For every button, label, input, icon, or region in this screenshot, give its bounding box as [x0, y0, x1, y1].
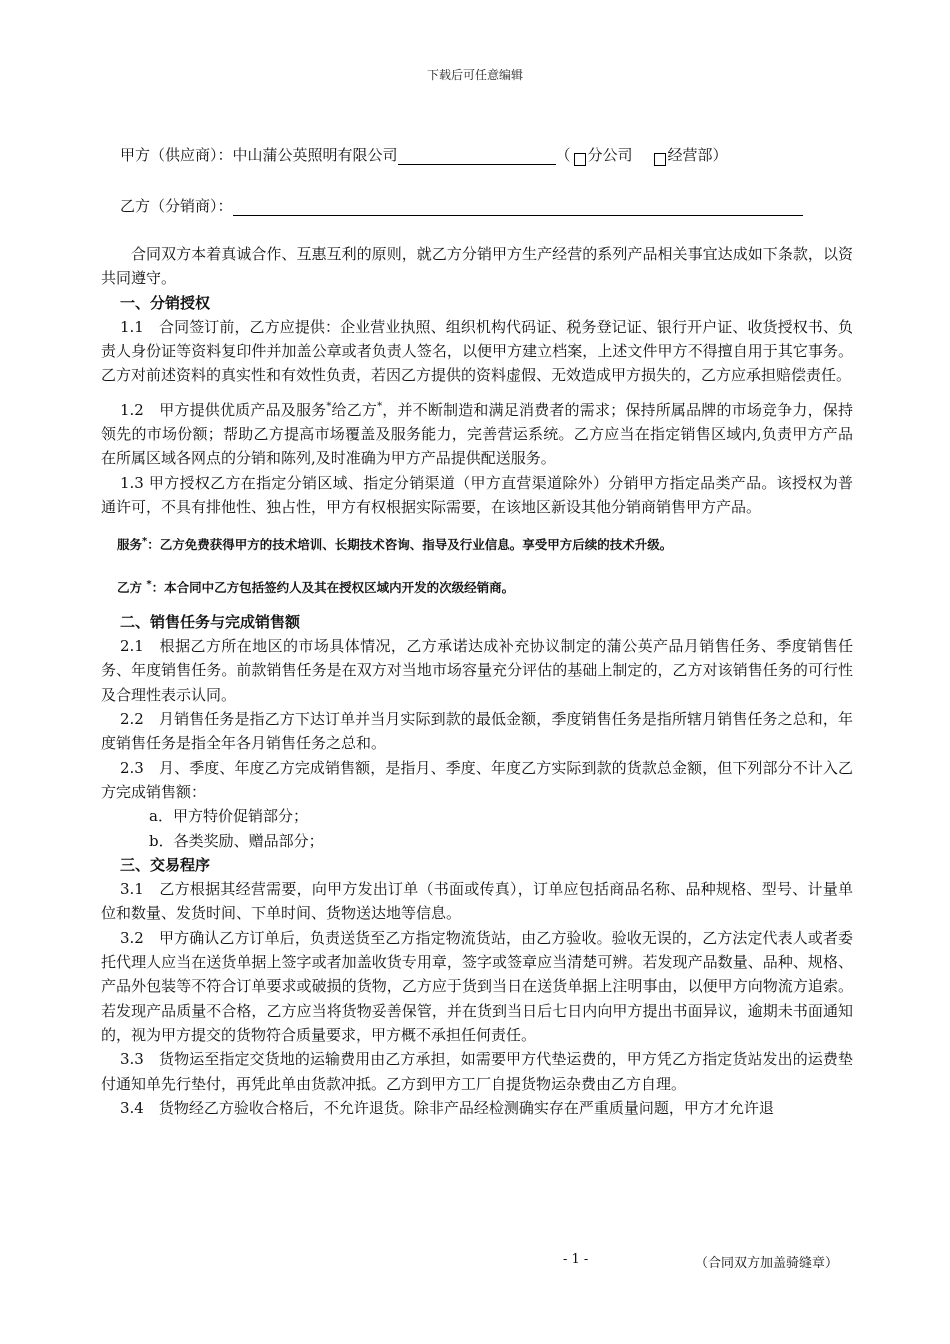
clause-3-2: 3.2 甲方确认乙方订单后，负责送货至乙方指定物流货站，由乙方验收。验收无误的，乙方法定代表人或者委托代理人应当在送货单据上签字或者加盖收货专用章，签字或签章应当清楚可辨。若发现产品数量、品种、规格、产品外包装等不符合订单要求或破损的货物，乙方应于货到当日在送货单据上注明事由，以便甲方向物流方追索。若发现产品质量不合格，乙方应当将货物妥善保管，并在货到当日后七日内向甲方提出书面异议，逾期未书面通知的，视为甲方提交的货物符合质量要求，甲方概不承担任何责任。 — [101, 928, 853, 1044]
party-a-options-open: （ — [555, 146, 571, 164]
checkbox-department-icon[interactable] — [654, 153, 666, 166]
clause-2-2: 2.2 月销售任务是指乙方下达订单并当月实际到款的最低金额，季度销售任务是指所辖月销售任务之总和，年度销售任务是指全年各月销售任务之总和。 — [101, 710, 853, 753]
intro-paragraph: 合同双方本着真诚合作、互惠互利的原则，就乙方分销甲方生产经营的系列产品相关事宜达成如下条款，以资共同遵守。 — [101, 245, 853, 288]
party-b-line — [120, 195, 803, 216]
clause-1-1: 1.1 合同签订前，乙方应提供：企业营业执照、组织机构代码证、税务登记证、银行开户证、收货授权书、负责人身份证等资料复印件并加盖公章或者负责人签名，以便甲方建立档案，上述文件甲方不得擅自用于其它事务。乙方对前述资料的真实性和有效性负责，若因乙方提供的资料虚假、无效造成甲方损失的，乙方应承担赔偿责任。 — [101, 317, 853, 385]
party-a-blank[interactable] — [398, 148, 556, 165]
party-a-line — [120, 144, 728, 165]
seal-note: （合同双方加盖骑缝章） — [695, 1256, 839, 1271]
contract-body — [101, 242, 853, 1120]
party-b-label: 乙方（分销商）： — [120, 197, 233, 215]
header-note: 下载后可任意编辑 — [426, 68, 523, 82]
page-number: - 1 - — [563, 1252, 589, 1267]
clause-2-3: 2.3 月、季度、年度乙方完成销售额，是指月、季度、年度乙方实际到款的货款总金额，但下列部分不计入乙方完成销售额： — [101, 758, 853, 801]
option-department-label: 经营部） — [667, 146, 728, 164]
clause-1-2: 1.2 甲方提供优质产品及服务*给乙方*，并不断制造和满足消费者的需求；保持所属品牌的市场竞争力，保持领先的市场份额；帮助乙方提高市场覆盖及服务能力，完善营运系统。乙方应当在指定销售区域内,负责甲方产品在所属区域各网点的分销和陈列,及时准确为甲方产品提供配送服务。 — [101, 400, 853, 468]
section-heading-3: 三、交易程序 — [120, 855, 211, 874]
party-b-blank[interactable] — [233, 199, 803, 216]
clause-3-4: 3.4 货物经乙方验收合格后，不允许退货。除非产品经检测确实存在严重质量问题，甲方才允许退 — [120, 1098, 774, 1117]
checkbox-branch-icon[interactable] — [574, 153, 586, 166]
list-item-b: b．各类奖励、赠品部分； — [149, 831, 324, 850]
clause-1-3: 1.3 甲方授权乙方在指定分销区域、指定分销渠道（甲方直营渠道除外）分销甲方指定品类产品。该授权为普通许可，不具有排他性、独占性，甲方有权根据实际需要，在该地区新设其他分销商销售甲方产品。 — [101, 473, 853, 516]
clause-3-1: 3.1 乙方根据其经营需要，向甲方发出订单（书面或传真），订单应包括商品名称、品种规格、型号、计量单位和数量、发货时间、下单时间、货物送达地等信息。 — [101, 880, 853, 923]
clause-2-1: 2.1 根据乙方所在地区的市场具体情况，乙方承诺达成补充协议制定的蒲公英产品月销售任务、季度销售任务、年度销售任务。前款销售任务是在双方对当地市场容量充分评估的基础上制定的，乙方对该销售任务的可行性及合理性表示认同。 — [101, 637, 853, 704]
footnote-party-b: 乙方 *：本合同中乙方包括签约人及其在授权区域内开发的次级经销商。 — [117, 578, 515, 595]
section-heading-1: 一、分销授权 — [120, 293, 211, 312]
footnote-service: 服务*：乙方免费获得甲方的技术培训、长期技术咨询、指导及行业信息。享受甲方后续的技术升级。 — [117, 536, 673, 553]
option-branch-label: 分公司 — [587, 146, 633, 164]
clause-3-3: 3.3 货物运至指定交货地的运输费用由乙方承担，如需要甲方代垫运费的，甲方凭乙方指定货站发出的运费垫付通知单先行垫付，再凭此单由货款冲抵。乙方到甲方工厂自提货物运杂费由乙方自理。 — [101, 1050, 853, 1093]
list-item-a: a．甲方特价促销部分； — [149, 807, 308, 826]
section-heading-2: 二、销售任务与完成销售额 — [120, 612, 301, 631]
party-a-label: 甲方（供应商）：中山蒲公英照明有限公司 — [120, 146, 398, 164]
